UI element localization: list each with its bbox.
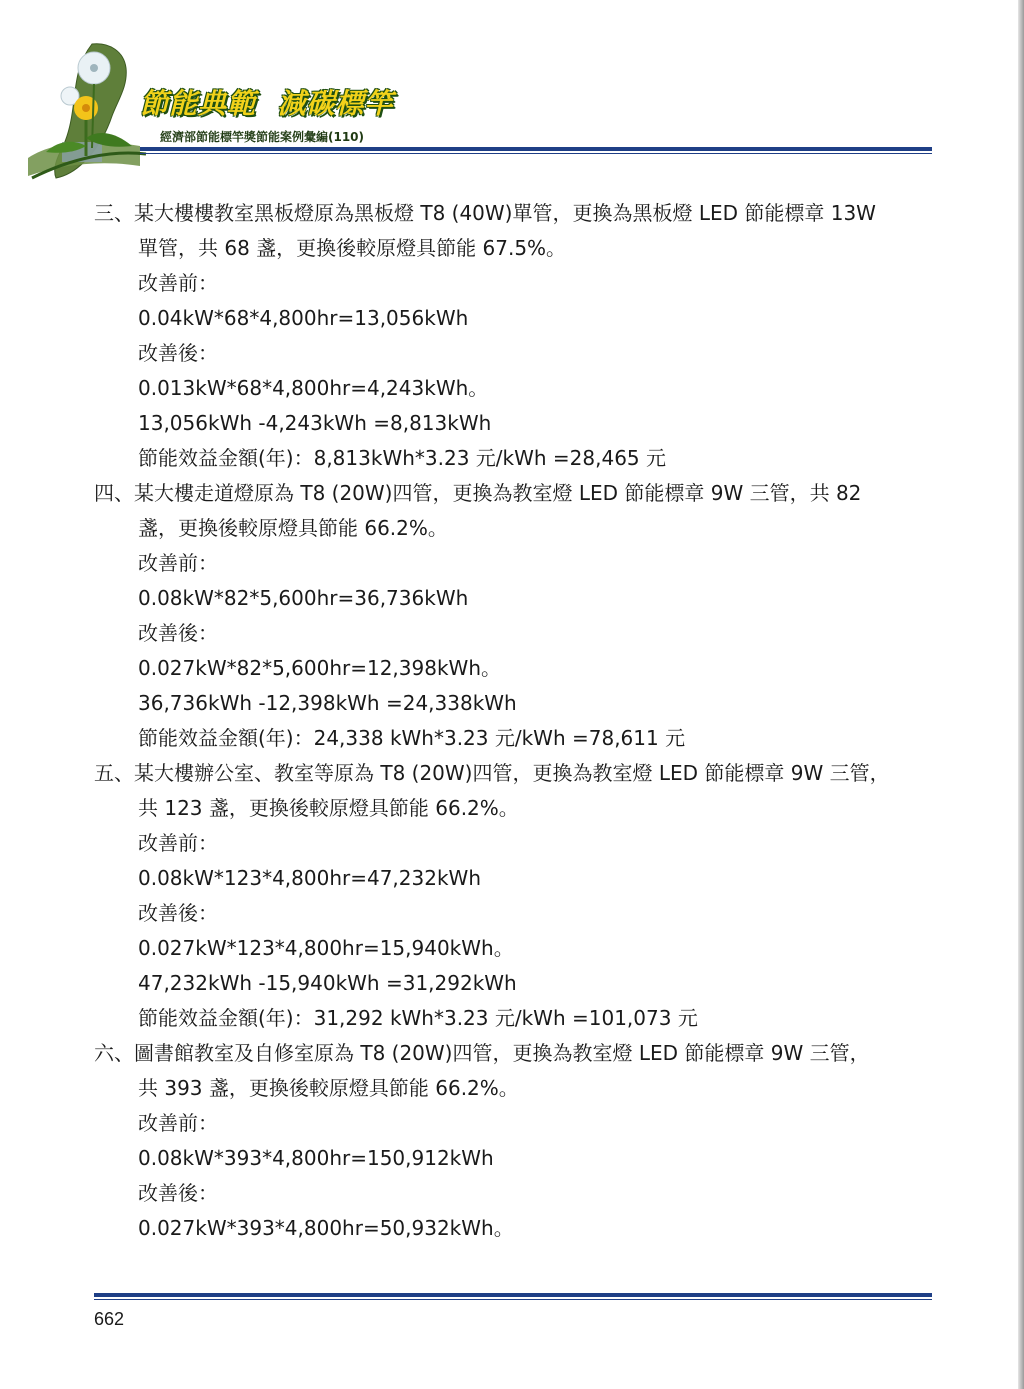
- footer-divider: [94, 1293, 932, 1297]
- section-5-after-label: 改善後：: [138, 901, 218, 925]
- section-4-heading: 四、某大樓走道燈原為 T8 (20W)四管，更換為教室燈 LED 節能標章 9W 三管，共 82: [94, 481, 862, 505]
- header-divider: [140, 147, 932, 151]
- section-4-benefit: 節能效益金額(年)：24,338 kWh*3.23 元/kWh =78,611 元: [138, 726, 686, 750]
- section-3-before-calc: 0.04kW*68*4,800hr=13,056kWh: [138, 306, 469, 330]
- section-4-after-label: 改善後：: [138, 621, 218, 645]
- section-3-before-label: 改善前：: [138, 271, 218, 295]
- brand-title: 節能典範 減碳標竿: [140, 87, 394, 120]
- section-3-heading: 三、某大樓樓教室黑板燈原為黑板燈 T8 (40W)單管，更換為黑板燈 LED 節能標章 13W: [94, 201, 876, 225]
- section-6-after-calc: 0.027kW*393*4,800hr=50,932kWh。: [138, 1216, 514, 1240]
- page-header: [0, 0, 1024, 190]
- section-6-heading: 六、圖書館教室及自修室原為 T8 (20W)四管，更換為教室燈 LED 節能標章 9W 三管，: [94, 1041, 870, 1065]
- section-3-after-calc: 0.013kW*68*4,800hr=4,243kWh。: [138, 376, 489, 400]
- section-5-before-label: 改善前：: [138, 831, 218, 855]
- section-4-after-calc: 0.027kW*82*5,600hr=12,398kWh。: [138, 656, 501, 680]
- section-6-after-label: 改善後：: [138, 1181, 218, 1205]
- section-5-heading-cont: 共 123 盞，更換後較原燈具節能 66.2%。: [138, 796, 519, 820]
- section-5-before-calc: 0.08kW*123*4,800hr=47,232kWh: [138, 866, 481, 890]
- section-4-savings-calc: 36,736kWh -12,398kWh =24,338kWh: [138, 691, 517, 715]
- section-3-after-label: 改善後：: [138, 341, 218, 365]
- section-4-before-calc: 0.08kW*82*5,600hr=36,736kWh: [138, 586, 469, 610]
- section-3-benefit: 節能效益金額(年)：8,813kWh*3.23 元/kWh =28,465 元: [138, 446, 667, 470]
- section-4-heading-cont: 盞，更換後較原燈具節能 66.2%。: [138, 516, 448, 540]
- section-6-heading-cont: 共 393 盞，更換後較原燈具節能 66.2%。: [138, 1076, 519, 1100]
- section-5-benefit: 節能效益金額(年)：31,292 kWh*3.23 元/kWh =101,073 元: [138, 1006, 698, 1030]
- footer-divider-thin: [94, 1299, 932, 1300]
- section-6-before-calc: 0.08kW*393*4,800hr=150,912kWh: [138, 1146, 494, 1170]
- page-edge-shadow: [1018, 0, 1024, 1389]
- section-5-after-calc: 0.027kW*123*4,800hr=15,940kWh。: [138, 936, 514, 960]
- section-4-before-label: 改善前：: [138, 551, 218, 575]
- page-number: 662: [94, 1309, 125, 1329]
- section-5-heading: 五、某大樓辦公室、教室等原為 T8 (20W)四管，更換為教室燈 LED 節能標章 9W 三管，: [94, 761, 890, 785]
- section-3-heading-cont: 單管，共 68 盞，更換後較原燈具節能 67.5%。: [138, 236, 567, 260]
- header-divider-thin: [140, 153, 932, 154]
- brand-subtitle: 經濟部節能標竿獎節能案例彙編(110): [160, 130, 365, 144]
- section-5-savings-calc: 47,232kWh -15,940kWh =31,292kWh: [138, 971, 517, 995]
- section-3-savings-calc: 13,056kWh -4,243kWh =8,813kWh: [138, 411, 492, 435]
- section-6-before-label: 改善前：: [138, 1111, 218, 1135]
